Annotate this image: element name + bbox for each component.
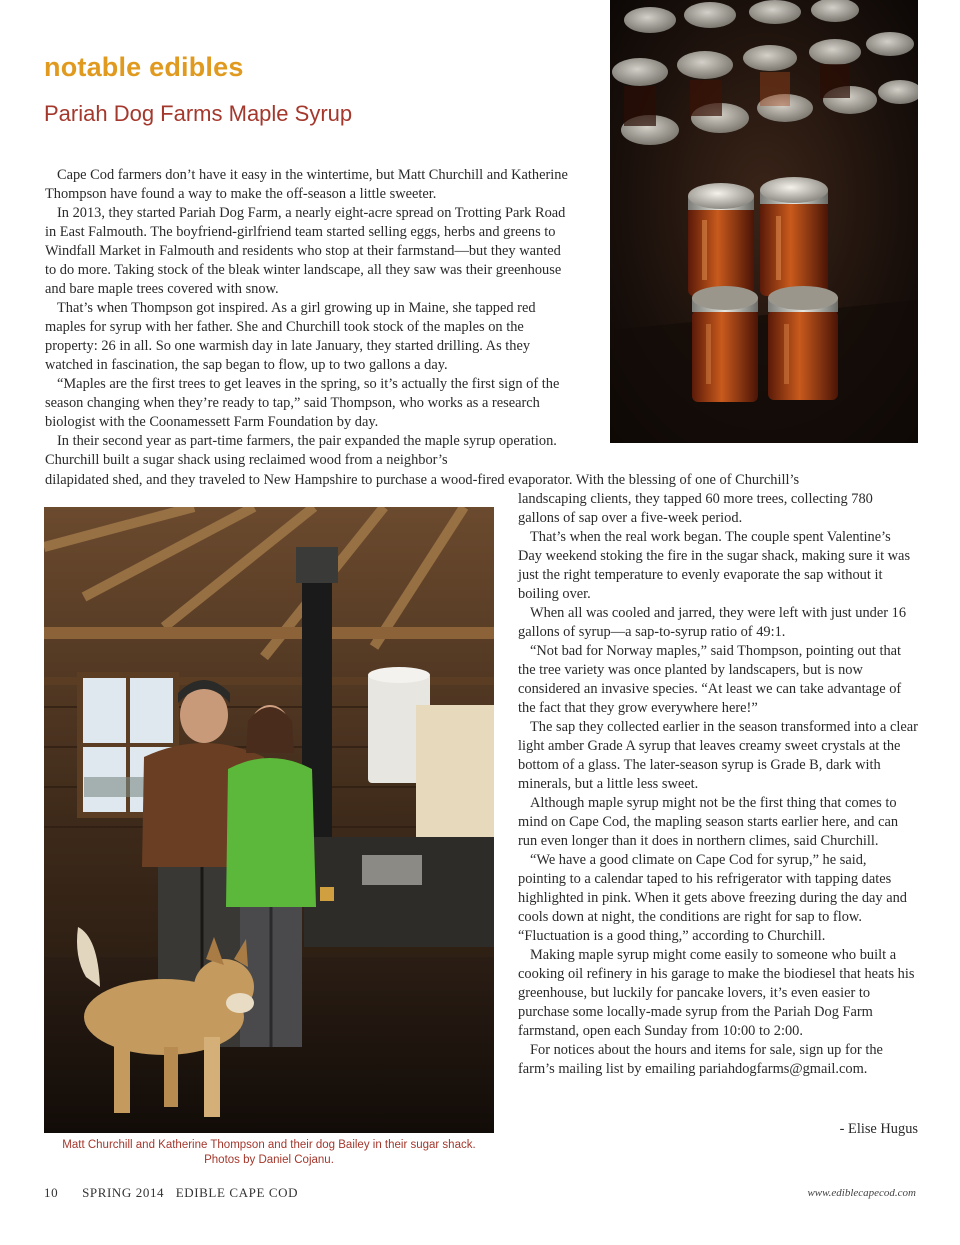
photo-caption (44, 1138, 494, 1168)
section-label: notable edibles (44, 52, 244, 82)
page-number: 10 (44, 1185, 59, 1200)
photo-credit: Photos by Daniel Cojanu. (204, 1154, 334, 1166)
paragraph: Cape Cod farmers don’t have it easy in the wintertime, but Matt Churchill and Katherine Thompson have found a way to make the off-season a little sweeter. (45, 167, 568, 202)
article-title: Pariah Dog Farms Maple Syrup (44, 101, 353, 126)
paragraph: landscaping clients, they tapped 60 more trees, collecting 780 gallons of sap over a five-week period. (518, 491, 873, 526)
paragraph: The sap they collected earlier in the season transformed into a clear light amber Grade A syrup that leaves creamy sweet crystals at the bottom of a glass. The later-season syrup is Grade B, dark with minerals, but a little less sweet. (518, 719, 918, 792)
syrup-jars-photo (610, 0, 918, 443)
issue-label: SPRING 2014 EDIBLE CAPE COD (82, 1185, 299, 1200)
paragraph: Making maple syrup might come easily to someone who built a cooking oil refinery in his garage to make the biodiesel that heats his greenhouse, but luckily for pancake lovers, it’s even easier to purchase some locally-made syrup from the Pariah Dog Farm farmstand, open each Sunday from 10:00 to 2:00. (518, 947, 915, 1039)
paragraph-spanning-line: dilapidated shed, and they traveled to New Hampshire to purchase a wood-fired evaporator. With the blessing of one of Churchill’s (45, 472, 800, 488)
caption-text: Matt Churchill and Katherine Thompson and their dog Bailey in their sugar shack. (62, 1139, 476, 1151)
paragraph: “We have a good climate on Cape Cod for syrup,” he said, pointing to a calendar taped to his refrigerator with tapping dates highlighted in pink. When it gets above freezing during the day and cools down at night, the conditions are right for sap to flow. “Fluctuation is a good thing,” according to Churchill. (518, 852, 907, 944)
sugar-shack-photo (44, 507, 494, 1133)
article-column-right (518, 490, 918, 1079)
article-column-left (45, 166, 575, 470)
paragraph: That’s when the real work began. The couple spent Valentine’s Day weekend stoking the fire in the sugar shack, making sure it was just the right temperature to evenly evaporate the sap without it boiling over. (518, 529, 911, 602)
paragraph: For notices about the hours and items for sale, sign up for the farm’s mailing list by emailing pariahdogfarms@gmail.com. (518, 1042, 883, 1077)
paragraph: In their second year as part-time farmers, the pair expanded the maple syrup operation. Churchill built a sugar shack using reclaimed wood from a neighbor’s (45, 433, 557, 468)
byline: - Elise Hugus (839, 1121, 918, 1137)
website-url[interactable]: www.ediblecapecod.com (807, 1187, 916, 1199)
paragraph: That’s when Thompson got inspired. As a girl growing up in Maine, she tapped red maples for syrup with her father. She and Churchill took stock of the maples on the property: 26 in all. So one warmish day in late January, they started drilling. As they watched in fascination, the sap began to flow, up to two gallons a day. (45, 300, 536, 373)
paragraph: “Not bad for Norway maples,” said Thompson, pointing out that the tree variety was once planted by landscapers, but is now considered an invasive species. “At least we can take advantage of the fact that they grow everywhere here!” (518, 643, 902, 716)
paragraph: When all was cooled and jarred, they were left with just under 16 gallons of syrup—a sap-to-syrup ratio of 49:1. (518, 605, 907, 640)
paragraph: Although maple syrup might not be the first thing that comes to mind on Cape Cod, the mapling season starts earlier here, and can run even longer than it does in northern climes, said Churchill. (518, 795, 899, 849)
paragraph: “Maples are the first trees to get leaves in the spring, so it’s actually the first sign of the season changing when they’re ready to tap,” said Thompson, who works as a research biologist with the Coonamessett Farm Foundation by day. (45, 376, 560, 430)
page-footer (44, 1185, 298, 1201)
paragraph: In 2013, they started Pariah Dog Farm, a nearly eight-acre spread on Trotting Park Road in East Falmouth. The boyfriend-girlfriend team started selling eggs, herbs and greens to Windfall Market in Falmouth and residents who stop at their farmstand—but they wanted to do more. Taking stock of the bleak winter landscape, all they saw was their greenhouse and bare maple trees covered with snow. (45, 205, 566, 297)
